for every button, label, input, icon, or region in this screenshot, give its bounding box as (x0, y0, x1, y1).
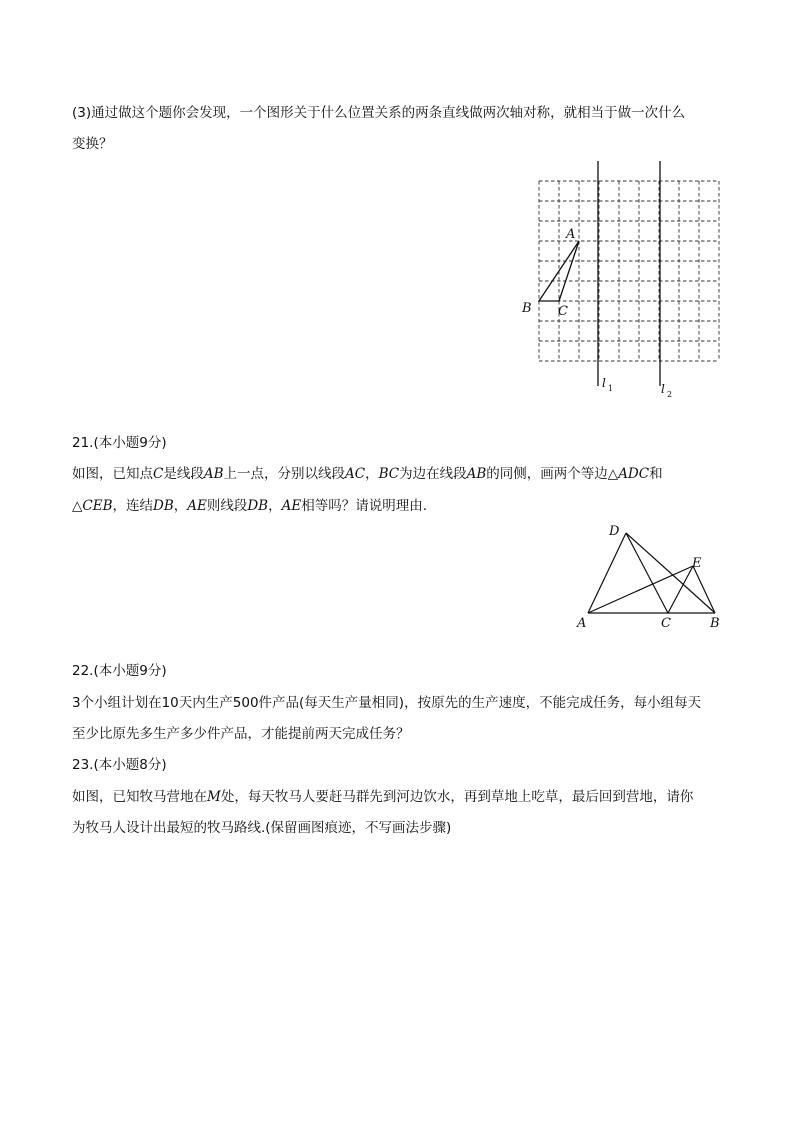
label-l1: l (602, 376, 606, 390)
label-l2: l (661, 382, 665, 396)
q23-text-line2: 为牧马人设计出最短的牧马路线.(保留画图痕迹，不写画法步骤) (72, 820, 452, 836)
segment-db (626, 533, 715, 613)
dashed-grid (539, 181, 719, 361)
q20-part3-text-line2: 变换？ (72, 136, 113, 152)
segment-eb (693, 566, 715, 613)
equilateral-triangles-figure (570, 518, 730, 638)
label-l2-sub: 2 (667, 390, 673, 399)
q22-text-line2: 至少比原先多生产多少件产品，才能提前两天完成任务？ (72, 726, 410, 742)
label-b2: B (710, 616, 720, 631)
label-b: B (522, 301, 532, 316)
label-e: E (692, 556, 702, 571)
label-c2: C (661, 616, 671, 631)
segment-dc (626, 533, 668, 613)
label-a2: A (577, 616, 587, 631)
q21-header: 21.(本小题9分) (72, 435, 167, 451)
segment-ae (588, 566, 693, 613)
q23-header: 23.(本小题8分) (72, 757, 167, 773)
q22-text-line1: 3个小组计划在10天内生产500件产品(每天生产量相同)，按原先的生产速度，不能完成任务，每小组每天 (72, 695, 702, 711)
label-a: A (566, 227, 576, 242)
q21-text-line1: 如图，已知点C是线段AB上一点，分别以线段AC，BC为边在线段AB的同侧，画两个等边△ADC和 (72, 466, 663, 482)
segment-ad (588, 533, 626, 613)
label-l1-sub: 1 (608, 384, 614, 393)
label-d: D (609, 524, 620, 539)
q23-text-line1: 如图，已知牧马营地在M处，每天牧马人要赶马群先到河边饮水，再到草地上吃草，最后回到营地，请你 (72, 789, 694, 805)
grid-reflection-figure (510, 158, 740, 404)
label-c: C (558, 304, 568, 319)
q21-text-line2: △CEB，连结DB，AE则线段DB，AE相等吗？请说明理由. (72, 498, 428, 514)
q20-part3-text-line1: (3)通过做这个题你会发现，一个图形关于什么位置关系的两条直线做两次轴对称，就相当于做一次什么 (72, 105, 686, 121)
q22-header: 22.(本小题9分) (72, 663, 167, 679)
